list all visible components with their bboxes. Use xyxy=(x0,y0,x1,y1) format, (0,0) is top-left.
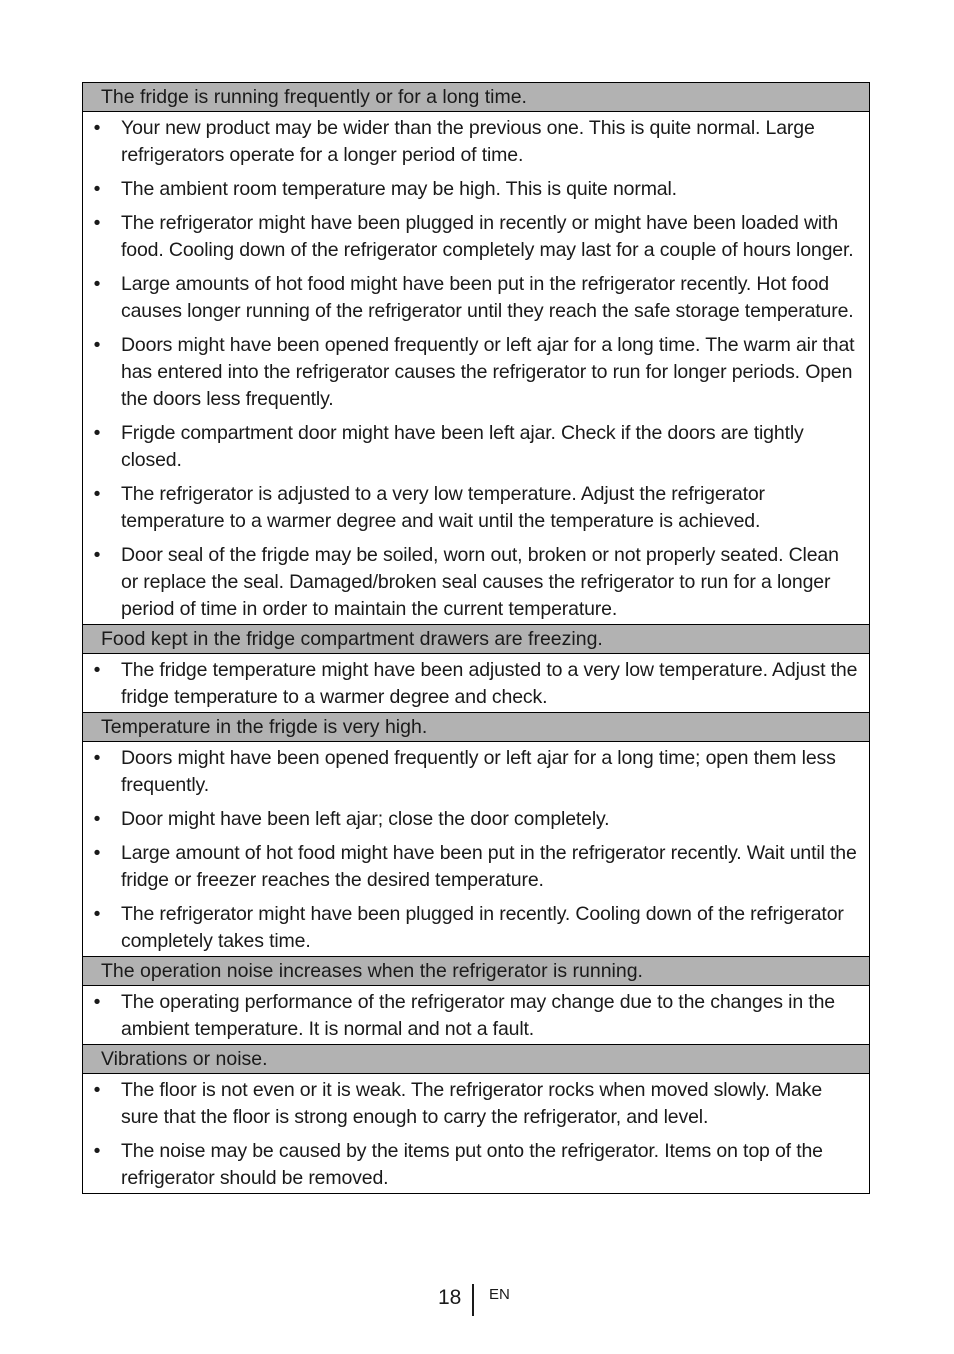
item-text: The floor is not even or it is weak. The refrigerator rocks when moved slowly. Make sure that the floor is strong enough to carry the refrigerator, and level. xyxy=(121,1079,823,1128)
bullet: • xyxy=(93,903,101,925)
list-item xyxy=(83,1077,869,1131)
item-text: Doors might have been opened frequently or left ajar for a long time. The warm air that has entered into the refrigerator causes the refrigerator to run for longer periods. Open the doors less frequently. xyxy=(121,334,855,410)
bullet: • xyxy=(93,808,101,830)
list-item xyxy=(83,745,869,799)
item-text: The fridge temperature might have been adjusted to a very low temperature. Adjust the fridge temperature to a warmer degree and check. xyxy=(121,659,858,708)
list-item xyxy=(83,657,869,711)
section-body-vibrations xyxy=(83,1074,869,1193)
list-item xyxy=(83,332,869,413)
bullet: • xyxy=(93,842,101,864)
bullet: • xyxy=(93,659,101,681)
section-header-operation-noise: The operation noise increases when the refrigerator is running. xyxy=(83,957,869,986)
troubleshooting-table xyxy=(82,82,870,1194)
list-item xyxy=(83,271,869,325)
bullet: • xyxy=(93,212,101,234)
item-text: The operating performance of the refrigerator may change due to the changes in the ambient temperature. It is normal and not a fault. xyxy=(121,991,835,1040)
item-text: Doors might have been opened frequently or left ajar for a long time; open them less frequently. xyxy=(121,747,836,796)
item-text: Frigde compartment door might have been left ajar. Check if the doors are tightly closed. xyxy=(121,422,804,471)
list-item xyxy=(83,989,869,1043)
bullet: • xyxy=(93,544,101,566)
footer-divider xyxy=(472,1284,474,1316)
list-item xyxy=(83,806,869,833)
item-text: The refrigerator might have been plugged in recently. Cooling down of the refrigerator completely takes time. xyxy=(121,903,844,952)
bullet: • xyxy=(93,273,101,295)
section-body-fridge-running-long xyxy=(83,112,869,625)
language-code: EN xyxy=(489,1286,510,1303)
list-item xyxy=(83,210,869,264)
bullet: • xyxy=(93,747,101,769)
item-text: Your new product may be wider than the previous one. This is quite normal. Large refrigerators operate for a longer period of time. xyxy=(121,117,815,166)
bullet: • xyxy=(93,334,101,356)
item-text: The ambient room temperature may be high. This is quite normal. xyxy=(121,178,677,200)
list-item xyxy=(83,840,869,894)
item-text: The refrigerator might have been plugged in recently or might have been loaded with food. Cooling down of the refrigerator completely may last for a couple of hours longer. xyxy=(121,212,854,261)
list-item xyxy=(83,481,869,535)
section-header-fridge-running-long: The fridge is running frequently or for a long time. xyxy=(83,83,869,112)
page-number: 18 xyxy=(438,1286,462,1309)
item-text: Large amount of hot food might have been put in the refrigerator recently. Wait until the fridge or freezer reaches the desired temperature. xyxy=(121,842,857,891)
item-text: Door seal of the frigde may be soiled, worn out, broken or not properly seated. Clean or replace the seal. Damaged/broken seal causes the refrigerator to run for a longer period of time in order to maintain the current temperature. xyxy=(121,544,839,620)
bullet: • xyxy=(93,1140,101,1162)
section-header-vibrations: Vibrations or noise. xyxy=(83,1045,869,1074)
item-text: The noise may be caused by the items put onto the refrigerator. Items on top of the refrigerator should be removed. xyxy=(121,1140,823,1189)
item-text: Large amounts of hot food might have been put in the refrigerator recently. Hot food causes longer running of the refrigerator until they reach the safe storage temperature. xyxy=(121,273,854,322)
bullet: • xyxy=(93,991,101,1013)
bullet: • xyxy=(93,1079,101,1101)
list-item xyxy=(83,115,869,169)
list-item xyxy=(83,176,869,203)
list-item xyxy=(83,901,869,955)
section-header-temperature-high: Temperature in the frigde is very high. xyxy=(83,713,869,742)
item-text: Door might have been left ajar; close the door completely. xyxy=(121,808,610,830)
section-header-drawers-freezing: Food kept in the fridge compartment drawers are freezing. xyxy=(83,625,869,654)
bullet: • xyxy=(93,422,101,444)
bullet: • xyxy=(93,178,101,200)
list-item xyxy=(83,1138,869,1192)
section-body-drawers-freezing xyxy=(83,654,869,713)
list-item xyxy=(83,420,869,474)
page-footer xyxy=(0,1284,954,1316)
section-body-operation-noise xyxy=(83,986,869,1045)
section-body-temperature-high xyxy=(83,742,869,957)
bullet: • xyxy=(93,483,101,505)
item-text: The refrigerator is adjusted to a very low temperature. Adjust the refrigerator temperature to a warmer degree and wait until the temperature is achieved. xyxy=(121,483,765,532)
list-item xyxy=(83,542,869,623)
bullet: • xyxy=(93,117,101,139)
